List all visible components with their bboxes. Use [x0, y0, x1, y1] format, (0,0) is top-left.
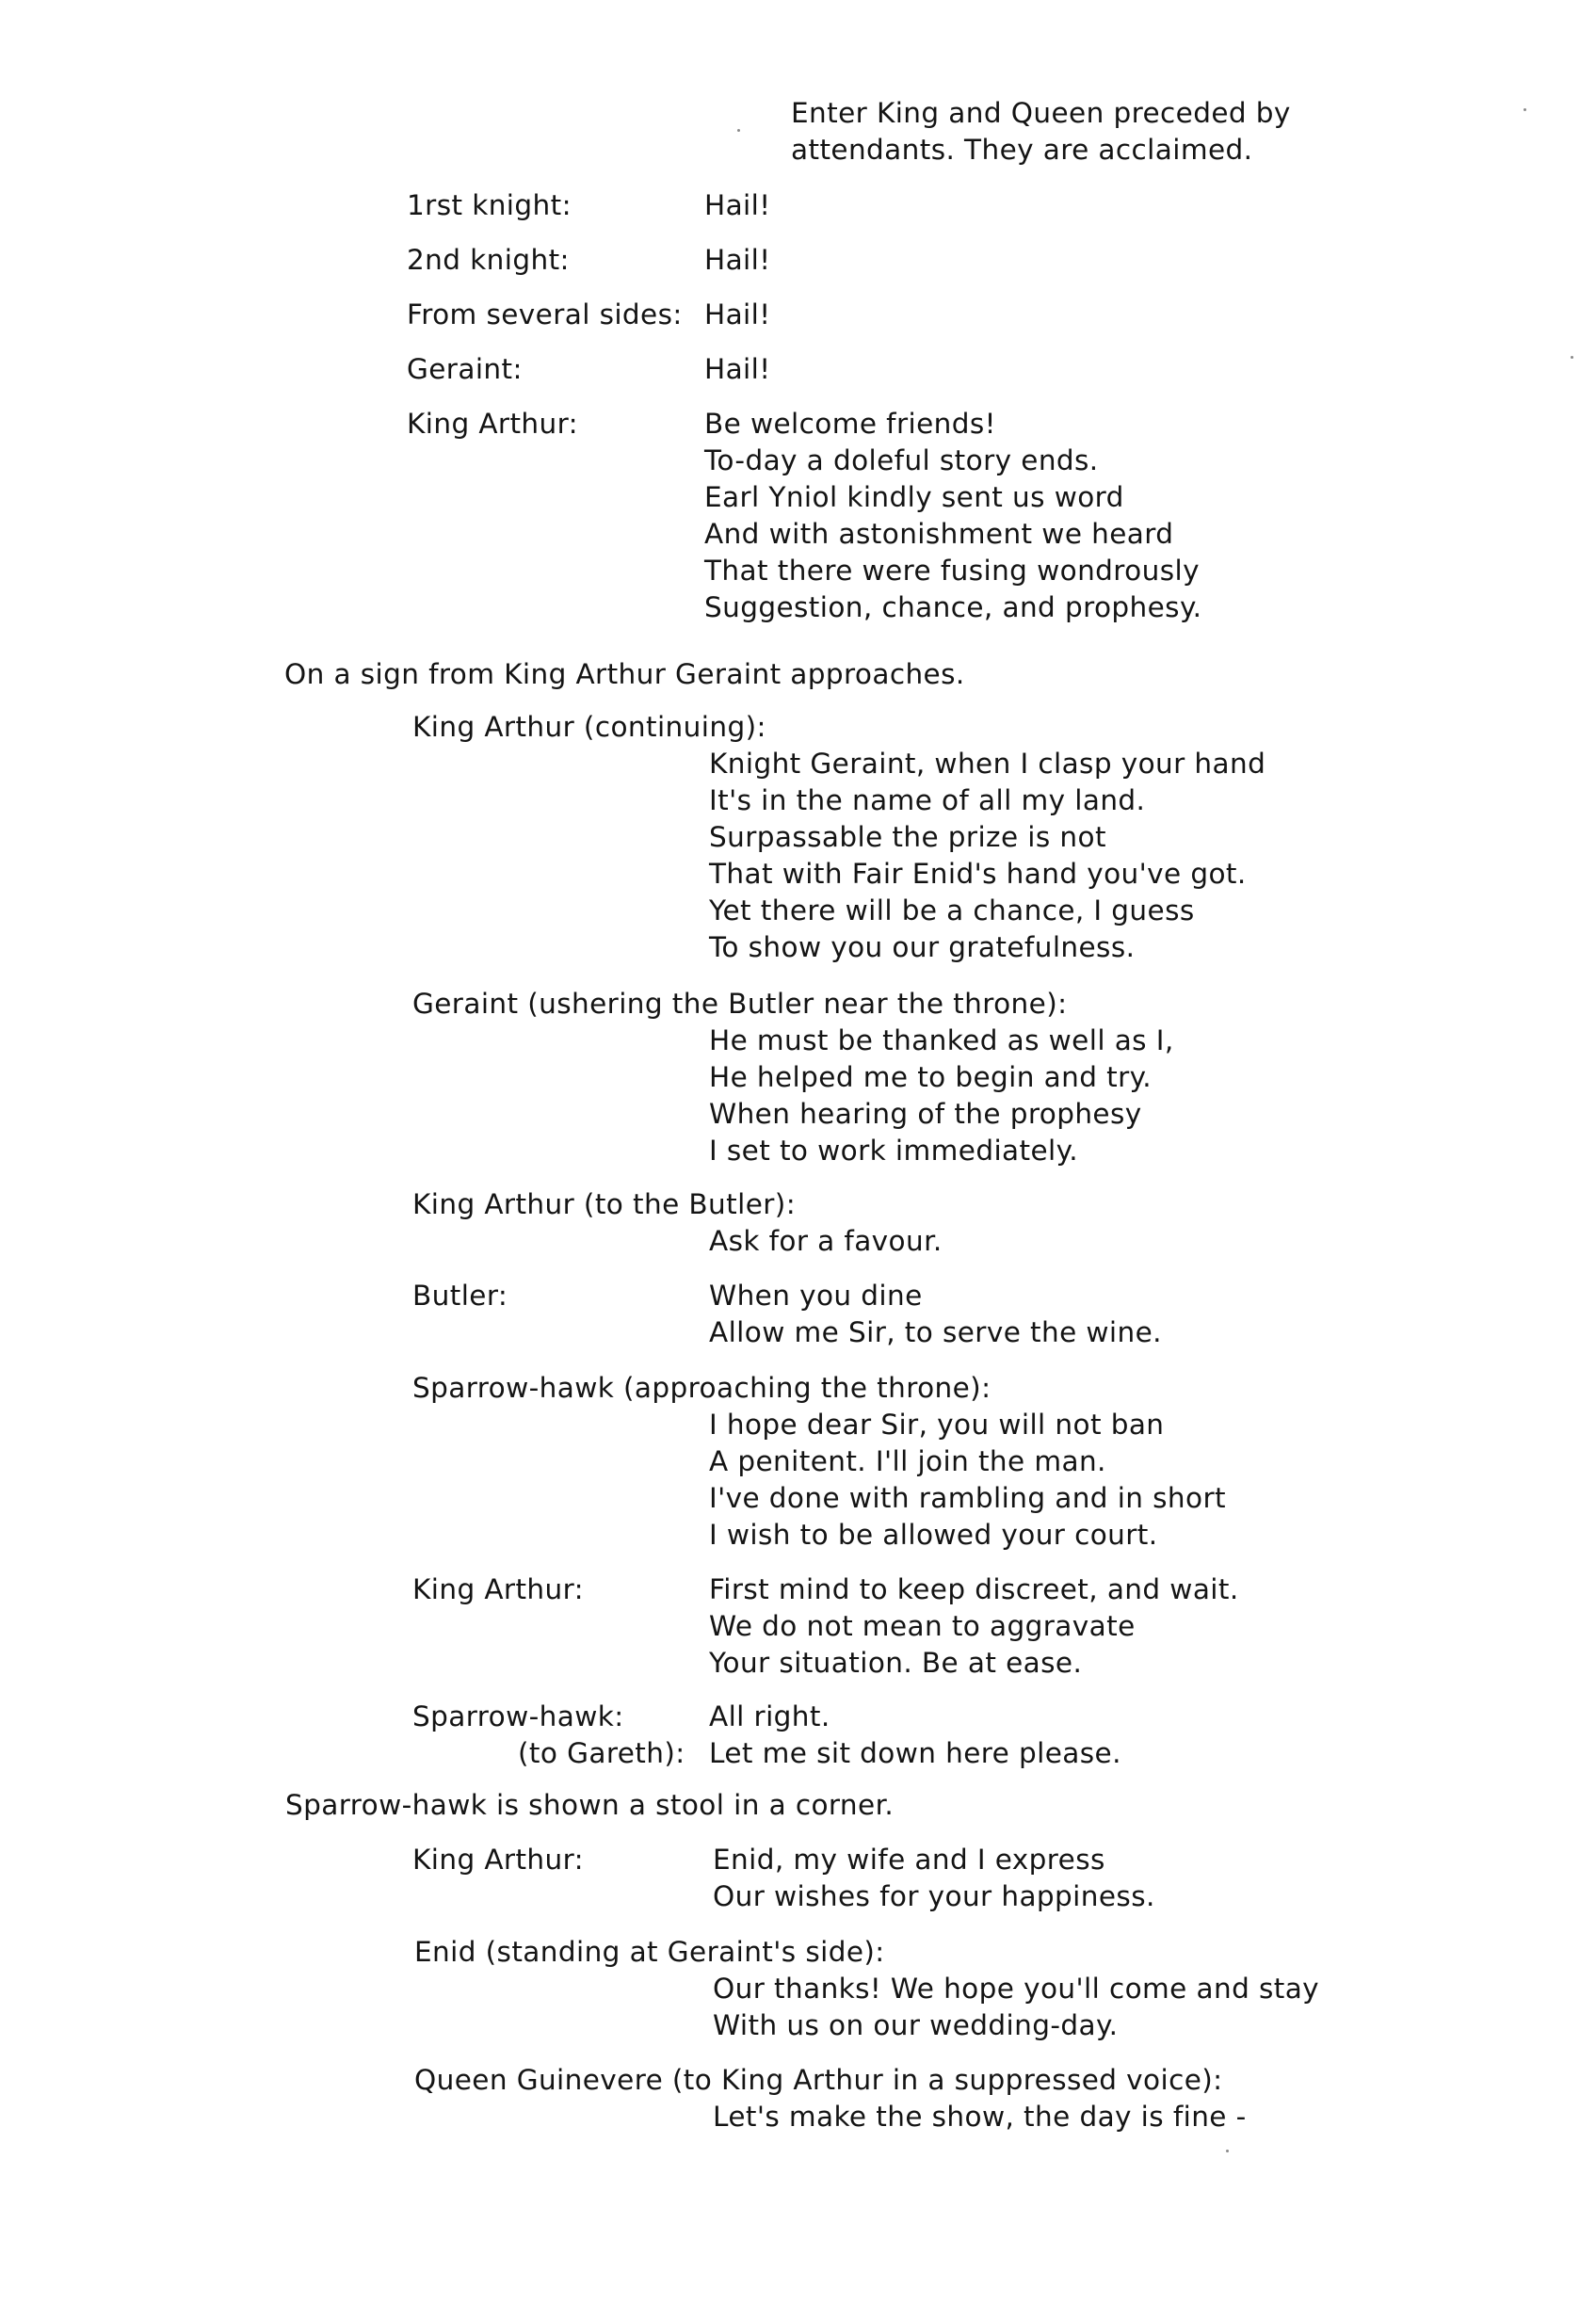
stage-direction: Sparrow-hawk is shown a stool in a corner. [285, 1789, 895, 1821]
dialogue-line: That with Fair Enid's hand you've got. [709, 858, 1247, 890]
dialogue-line: With us on our wedding-day. [713, 2009, 1119, 2041]
dialogue-line: I hope dear Sir, you will not ban [709, 1409, 1165, 1441]
dialogue-line: To-day a doleful story ends. [704, 444, 1099, 476]
dialogue-line: We do not mean to aggravate [709, 1610, 1136, 1642]
speaker-name: 2nd knight: [407, 244, 570, 276]
dialogue-line: I set to work immediately. [709, 1135, 1079, 1167]
scan-speck [1523, 108, 1526, 111]
dialogue-line: Your situation. Be at ease. [709, 1647, 1083, 1679]
speaker-name: Geraint: [407, 353, 523, 385]
speaker-name: King Arthur: [412, 1844, 584, 1876]
dialogue-line: Allow me Sir, to serve the wine. [709, 1316, 1162, 1348]
speaker-name: Enid (standing at Geraint's side): [414, 1936, 885, 1968]
dialogue-line: All right. [709, 1700, 830, 1732]
dialogue-line: It's in the name of all my land. [709, 784, 1146, 816]
dialogue-line: Enid, my wife and I express [713, 1844, 1105, 1876]
speaker-name: From several sides: [407, 298, 683, 330]
dialogue-line: He must be thanked as well as I, [709, 1024, 1174, 1056]
stage-direction-line: Enter King and Queen preceded by [791, 97, 1291, 129]
speaker-name: Geraint (ushering the Butler near the throne): [412, 988, 1068, 1020]
dialogue-line: When you dine [709, 1280, 923, 1312]
dialogue-line: Suggestion, chance, and prophesy. [704, 591, 1202, 623]
speaker-name: Sparrow-hawk: [412, 1700, 624, 1732]
speaker-name: Butler: [412, 1280, 508, 1312]
dialogue-line: He helped me to begin and try. [709, 1061, 1153, 1093]
dialogue-line: Let's make the show, the day is fine - [713, 2101, 1247, 2133]
speaker-name: Sparrow-hawk (approaching the throne): [412, 1372, 991, 1404]
dialogue-line: Knight Geraint, when I clasp your hand [709, 748, 1266, 780]
dialogue-line: Yet there will be a chance, I guess [709, 894, 1195, 926]
speaker-name: Queen Guinevere (to King Arthur in a suppressed voice): [414, 2064, 1223, 2096]
dialogue-line: Hail! [704, 244, 771, 276]
speaker-name: King Arthur (continuing): [412, 711, 766, 743]
dialogue-line: Let me sit down here please. [709, 1737, 1121, 1769]
dialogue-line: Surpassable the prize is not [709, 821, 1106, 853]
dialogue-line: I wish to be allowed your court. [709, 1519, 1158, 1551]
scan-speck [1571, 356, 1573, 359]
dialogue-line: Hail! [704, 298, 771, 330]
speaker-name: 1rst knight: [407, 189, 572, 221]
aside-direction: (to Gareth): [518, 1737, 685, 1769]
dialogue-line: Hail! [704, 189, 771, 221]
dialogue-line: And with astonishment we heard [704, 518, 1174, 550]
speaker-name: King Arthur: [412, 1573, 584, 1605]
dialogue-line: Ask for a favour. [709, 1225, 943, 1257]
dialogue-line: First mind to keep discreet, and wait. [709, 1573, 1239, 1605]
stage-direction-line: attendants. They are acclaimed. [791, 134, 1253, 166]
dialogue-line: Our wishes for your happiness. [713, 1880, 1155, 1912]
dialogue-line: When hearing of the prophesy [709, 1098, 1142, 1130]
speaker-name: King Arthur: [407, 408, 578, 440]
dialogue-line: That there were fusing wondrously [704, 555, 1200, 587]
scan-speck [1226, 2150, 1229, 2152]
dialogue-line: Our thanks! We hope you'll come and stay [713, 1973, 1320, 2005]
dialogue-line: I've done with rambling and in short [709, 1482, 1226, 1514]
dialogue-line: Earl Yniol kindly sent us word [704, 481, 1124, 513]
dialogue-line: A penitent. I'll join the man. [709, 1445, 1106, 1477]
dialogue-line: Hail! [704, 353, 771, 385]
dialogue-line: To show you our gratefulness. [709, 931, 1136, 963]
dialogue-line: Be welcome friends! [704, 408, 996, 440]
speaker-name: King Arthur (to the Butler): [412, 1188, 797, 1220]
stage-direction: On a sign from King Arthur Geraint approaches. [284, 658, 965, 690]
scan-speck [737, 129, 740, 132]
